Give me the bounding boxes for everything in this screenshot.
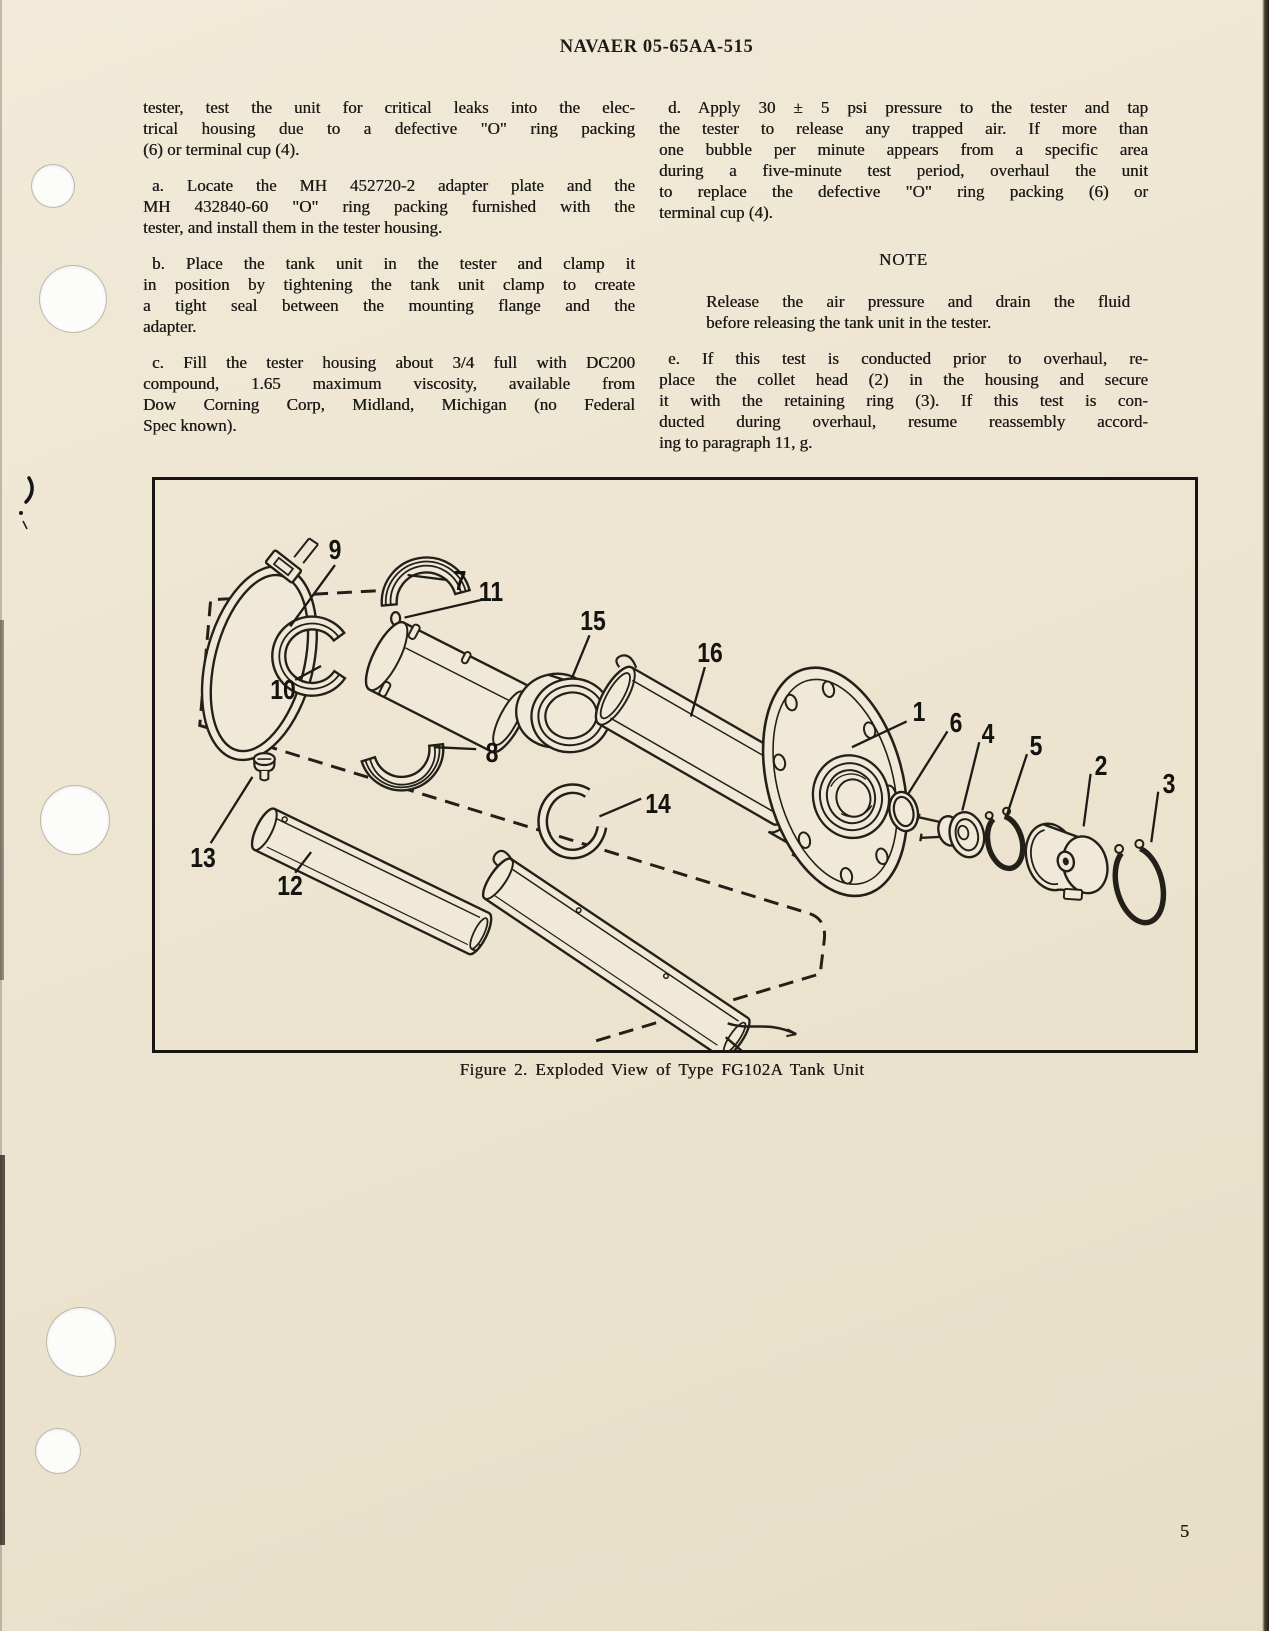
paragraph [143,97,635,160]
scan-edge-right [1262,0,1269,1631]
part-number-label: 12 [277,870,303,901]
part-number-label: 15 [580,605,606,636]
text-line: compound, 1.65 maximum viscosity, available from [143,374,635,393]
part-number-label: 4 [981,718,995,749]
scan-edge-left-smudge [0,620,4,980]
part-number-label: 9 [328,534,342,565]
page-header: NAVAER 05-65AA-515 [559,37,754,57]
text-line: Spec known). [143,416,237,435]
text-line: a. Locate the MH 452720-2 adapter plate and the [152,176,635,195]
text-line: trical housing due to a defective "O" ring packing [143,119,635,138]
text-line: ing to paragraph 11, g. [659,433,813,452]
scan-edge-left-smudge [0,1155,5,1545]
text-line: Dow Corning Corp, Midland, Michigan (no Federal [143,395,635,414]
part-number-label: 16 [697,637,723,668]
paragraph [143,253,635,337]
text-line: before releasing the tank unit in the tester. [706,313,992,332]
text-line: the tester to release any trapped air. If more than [659,119,1148,138]
figure-box [152,477,1198,1053]
text-column-left [143,97,635,436]
note-paragraph [706,291,1130,333]
text-line: tester, and install them in the tester housing. [143,218,443,237]
text-line: a tight seal between the mounting flange and the [143,296,635,315]
paragraph [143,175,635,238]
text-line: b. Place the tank unit in the tester and clamp it [152,254,635,273]
page-number: 5 [1180,1521,1189,1541]
text-line: (6) or terminal cup (4). [143,140,300,159]
part-number-label: 1 [912,696,926,727]
punch-hole [31,164,75,208]
part-number-label: 5 [1029,730,1043,761]
text-line: in position by tightening the tank unit clamp to create [143,275,635,294]
paragraph [143,352,635,436]
part-number-label: 14 [645,788,671,819]
text-line: during a five-minute test period, overhaul the unit [659,161,1148,180]
text-line: MH 432840-60 "O" ring packing furnished with the [143,197,635,216]
text-line: place the collet head (2) in the housing and secure [659,370,1148,389]
part-number-label: 11 [478,576,504,607]
text-line: it with the retaining ring (3). If this test is con- [659,391,1148,410]
text-line: e. If this test is conducted prior to overhaul, re- [668,349,1148,368]
paragraph [659,97,1148,223]
part-number-label: 13 [190,842,216,873]
part-number-label: 2 [1094,750,1108,781]
pen-mark [12,468,52,538]
punch-hole [46,1307,116,1377]
punch-hole [35,1428,81,1474]
part-number-label: 7 [453,565,467,596]
note-heading: NOTE [879,250,928,269]
text-line: adapter. [143,317,197,336]
text-line: to replace the defective "O" ring packing (6) or [659,182,1148,201]
punch-hole [39,265,107,333]
part-number-label: 8 [485,737,499,768]
figure-caption: Figure 2. Exploded View of Type FG102A Tank Unit [459,1060,865,1079]
part-number-label: 10 [270,674,296,705]
punch-hole [40,785,110,855]
part-number-label: 3 [1162,768,1176,799]
text-line: Release the air pressure and drain the fluid [706,292,1130,311]
part-labels-layer [155,480,1195,1050]
text-column-right [659,97,1148,453]
part-number-label: 6 [949,707,963,738]
text-line: d. Apply 30 ± 5 psi pressure to the tester and tap [668,98,1148,117]
text-line: tester, test the unit for critical leaks into the elec- [143,98,635,117]
paragraph [659,348,1148,453]
text-line: c. Fill the tester housing about 3/4 full with DC200 [152,353,635,372]
text-line: ducted during overhaul, resume reassembly accord- [659,412,1148,431]
text-line: terminal cup (4). [659,203,773,222]
text-line: one bubble per minute appears from a specific area [659,140,1148,159]
